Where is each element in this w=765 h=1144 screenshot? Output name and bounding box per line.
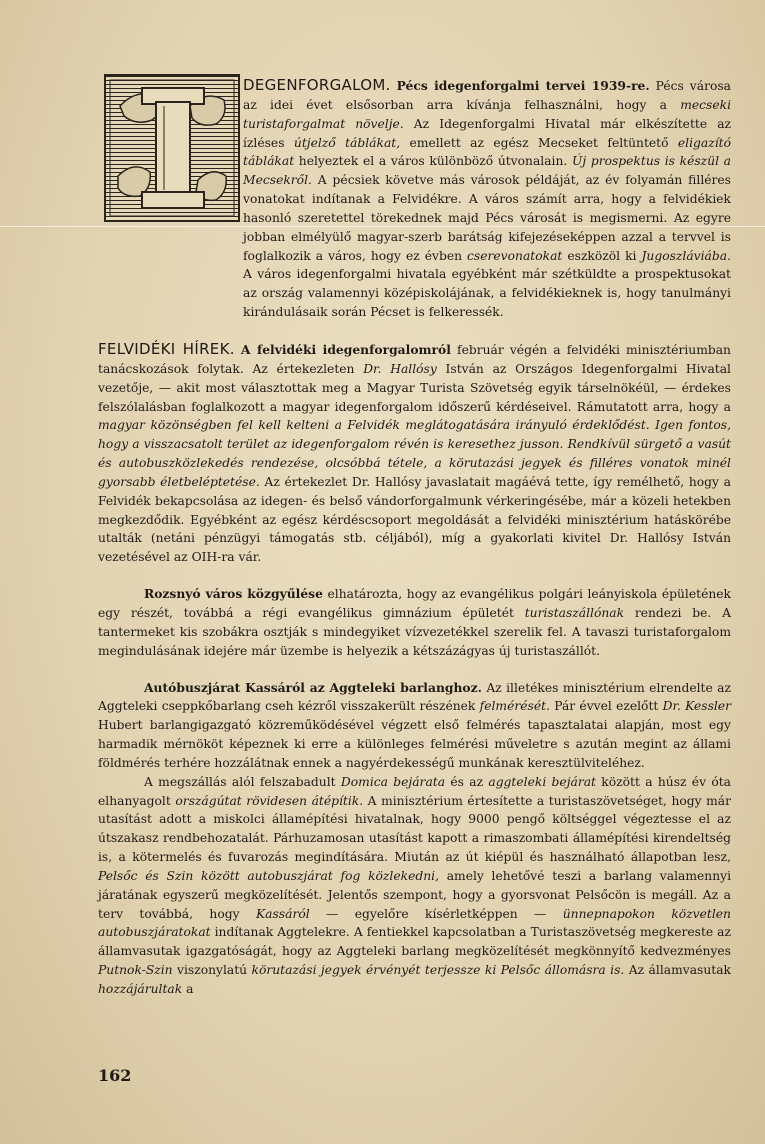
section-heading: DEGENFORGALOM. [243,76,391,94]
section-idegenforgalom: DEGENFORGALOM. Pécs idegenforgalmi tervei 1939-re. Pécs városa az idei évet elsősorban arra kívánja felhasználni, hogy a mecseki turistaforgalmat növelje. Az Idegenforgalmi Hivatal már elkészítette az ízléses útjelző táblákat, emellett az egész Mecseket feltüntető eligazító táblákat helyeztek el a város különböző útvonalain. Új prospektus is készül a Mecsekről. A pécsiek követve más városok példáját, az év folyamán filléres vonatokat indítanak a Felvidékre. A város számít arra, hogy a felvidékiek hasonló szeretettel törekednek majd Pécs városát is megismerni. Az egyre jobban elmélyülő magyar-szerb barátság kifejezéseképpen azzal a tervvel is foglalkozik a város, hogy ez évben cserevonatokat eszközöl ki Jugoszláviába. A város idegenforgalmi hivatala egyébként már szétküldte a prospektusokat az ország valamennyi középiskolájának, a felvidékieknek is, hogy tanulmányi kirándulásaik során Pécset is felkeressék. [243,76,732,320]
article-text-continued [98,340,731,999]
section-subtitle: A felvidéki idegenforgalomról [240,342,451,357]
section-subtitle: Pécs idegenforgalmi tervei 1939-re. [396,78,650,93]
paragraph-lead: Autóbuszjárat Kassáról az Aggteleki barlanghoz. [144,679,482,695]
section-heading: FELVIDÉKI HÍREK. [98,340,235,358]
article-text [98,76,731,322]
paragraph-lead: Rozsnyó város közgyűlése [144,586,323,602]
paragraph-domica: A megszállás alól felszabadult Domica bejárata és az aggteleki bejárat között a húsz év óta elhanyagolt országútat rövidesen átépítik. A minisztérium értesítette a turistaszövetséget, hogy már utasítást adott a miskolci államépítési hivatalnak, hogy 9000 pengő költséggel végeztesse el az útszakasz rendbehozatalát. Párhuzamosan utasítást kapott a rimaszombati államépítési kirendeltség is, a kötermelés és fuvarozás megindítására. Miután az út kiépül és használható állapotban lesz, Pelsőc és Szin között autobuszjárat fog közlekedni, amely lehetővé teszi a barlang valamennyi járatának egyszerű megközelítését. Jelentős szempont, hogy a gyorsvonat Pelsőcön is megáll. Az a terv továbbá, hogy Kassáról — egyelőre kísérletképpen — ünnepnapokon közvetlen autobuszjáratokat indítanak Aggtelekre. A fentiekkel kapcsolatban a Turistaszövetség megkereste az államvasutak igazgatóságát, hogy az Aggteleki barlang megközelítését megkönnyítő kedvezményes Putnok-Szin viszonylatú körutazási jegyek érvényét terjessze ki Pelsőc állomásra is. Az államvasutak hozzájárultak a [98,774,732,996]
section-rozsnyo: Rozsnyó város közgyűlése elhatározta, hogy az evangélikus polgári leányiskola épületének egy részét, továbbá a régi evangélikus gimnázium épületét turistaszállónak rendezi be. A tantermeket kis szobákra osztják s mindegyiket vízvezetékkel szerelik fel. A tavaszi turistaforgalom megindulásának idejére már üzembe is helyezik a kétszázágyas új turistaszállót. [98,586,731,658]
section-felvideki-hirek: FELVIDÉKI HÍREK. A felvidéki idegenforgalomról február végén a felvidéki minisztériumban tanácskozások folytak. Az értekezleten Dr. Hallósy István az Országos Idegenforgalmi Hivatal vezetője, — akit most választottak meg a Magyar Turista Szövetség egyik társelnökéül, — érdekes felszólalásban foglalkozott a magyar idegenforgalom időszerű kérdéseivel. Rámutatott arra, hogy a magyar közönségben fel kell kelteni a Felvidék meglátogatására irányuló érdeklődést. Igen fontos, hogy a visszacsatolt terület az idegenforgalom révén is keresethez jusson. Rendkívül sürgető a vasút és autobuszközlekedés rendezése, olcsóbbá tétele, a körutazási jegyek és filléres vonatok minél gyorsabb életbeléptetése. Az értekezlet Dr. Hallósy javaslatait magáévá tette, így remélhető, hogy a Felvidék bekapcsolása az idegen- és belső vándorforgalmunk vérkeringésébe, már a közeli hetekben megkezdődik. Egyébként az egész kérdéscsoport megoldását a felvidéki minisztérium hatáskörébe utalták (netáni pénzügyi támogatás stb. céljából), míg a gyakorlati kivitel Dr. Hallósy István vezetésével az OIH-ra vár. [98,340,731,565]
section-autobuszjarat: Autóbuszjárat Kassáról az Aggteleki barlanghoz. Az illetékes minisztérium elrendelte az Aggteleki cseppkőbarlang cseh kézről visszakerült részének felmérését. Pár évvel ezelőtt Dr. Kessler Hubert barlangigazgató közreműködésével végzett első felmérés tapasztalatai alapján, most egy harmadik mérnököt képeznek ki erre a különleges felmérési műveletre s azután megint az állami földmérés terhére hozzálátnak ennek a nagyérdekességű munkának keresztülviteléhez. [98,679,731,770]
page-fold-line [0,226,765,227]
page-number: 162 [98,1066,132,1085]
